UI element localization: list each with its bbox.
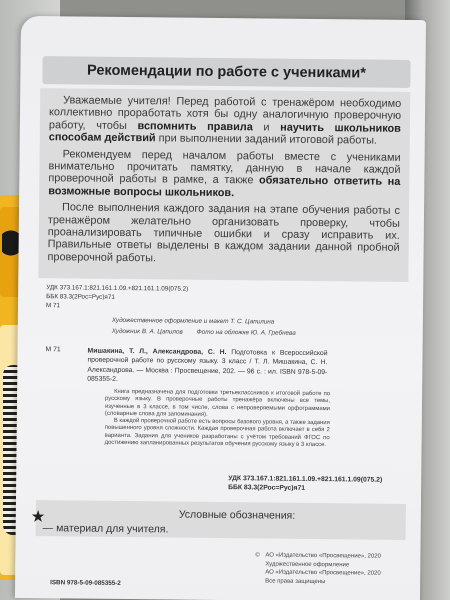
isbn: ISBN 978-5-09-085355-2 bbox=[50, 579, 121, 587]
udk-line-right: УДК 373.167.1:821.161.1.09.+821.161.1.09(075.2) bbox=[228, 475, 383, 484]
star-icon: ★ bbox=[31, 508, 45, 525]
recommendation-paragraph-2: Рекомендуем перед началом работы вместе с учениками внимательно прочитать памятку, данную в начале каждой проверочной работы в рамке, а также обязательно ответить на возможные вопросы школьников. bbox=[48, 147, 401, 199]
bbk-line: ББК 83.3(2Рос=Рус)я71 bbox=[46, 292, 115, 301]
design-credit: Художественное оформление и макет Т. С. Цапилина bbox=[111, 316, 275, 326]
annotation-paragraph-2: В каждой проверочной работе есть вопросы базового уровня, а также задания повышенного уровня сложности. Каждая проверочная работа включает в себя 2 варианта. Задания для учеников разработаны с учётом требований ФГОС по достижению запланированных результатов обучения русскому языку в 3 классе. bbox=[104, 418, 330, 449]
copyright-icon: © bbox=[255, 552, 260, 559]
udk-classification-right bbox=[228, 475, 382, 494]
legend-title: Условные обозначения: bbox=[178, 508, 296, 522]
artist-photo-credits bbox=[112, 326, 296, 339]
biblio-code: М 71 bbox=[45, 346, 61, 354]
udk-line: УДК 373.167.1:821.161.1.09.+821.161.1.09(075.2) bbox=[46, 284, 189, 293]
copyright-line-2: Художественное оформление bbox=[265, 561, 350, 568]
page-title-text: Рекомендации по работе с учениками* bbox=[86, 62, 366, 82]
udk-classification bbox=[46, 284, 188, 312]
book-annotation bbox=[105, 389, 331, 450]
author-mark: М 71 bbox=[45, 301, 61, 309]
recommendations-box bbox=[38, 88, 410, 282]
copyright-block bbox=[255, 551, 381, 587]
biblio-text: Подготовка к Всероссийской проверочной работе по русскому языку. 3 класс / Т. Л. Мишакина, С. Н. Александрова. — Москва : Просвещение, 202. — 96 с. : ил. ISBN 978-5-09-085355-2. bbox=[87, 349, 328, 384]
copyright-line-1: © АО «Издательство «Просвещение», 2020 bbox=[255, 552, 381, 560]
copyright-line-4: Все права защищены bbox=[265, 578, 326, 585]
legend-text: — материал для учителя. bbox=[42, 522, 169, 536]
bbk-line-right: ББК 83.3(2Рос=Рус)я71 bbox=[228, 483, 306, 492]
recommendation-paragraph-3: После выполнения каждого задания на этапе обучения работы с тренажёром желательно организовать проверку, чтобы проанализировать типичные ошибки и сразу исправить их. Правильные ответы выделены в каждом задании данной пробной проверочной работы. bbox=[47, 201, 401, 265]
annotation-paragraph-1: Книга предназначена для подготовки третьеклассников к итоговой работе по русскому языку. В проверочные работы тренажёра включены все темы, изученные в 3 классе, в том числе, слова с непроверяемыми орфограммами (словарные слова для запоминания). bbox=[104, 388, 331, 418]
copyright-line-3: АО «Издательство «Просвещение», 2020 bbox=[265, 569, 381, 577]
page-title bbox=[42, 56, 410, 88]
photo-credit: Фото на обложке Ю. А. Гребнева bbox=[196, 328, 296, 337]
biblio-authors: Мишакина, Т. Л., Александрова, С. Н. bbox=[87, 347, 227, 357]
recommendation-paragraph-1: Уважаемые учителя! Перед работой с тренажёром необходимо коллективно проработать хотя бы одну аналогичную проверочную работу, чтобы вспомнить правила и научить школьников способам действий при выполнении заданий итоговой работы. bbox=[48, 94, 402, 147]
artist-credit: Художник В. А. Цапилов bbox=[111, 327, 183, 336]
bibliographic-record bbox=[87, 347, 327, 387]
book-page bbox=[15, 16, 426, 600]
artist-credits bbox=[112, 315, 296, 339]
